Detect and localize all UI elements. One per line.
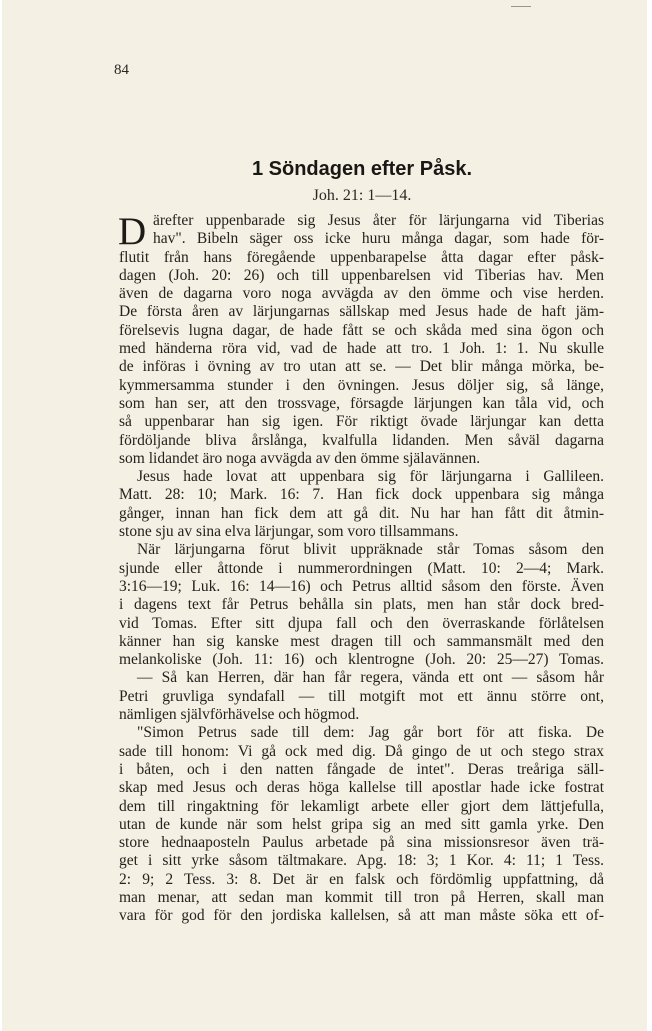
text-line: Matt. 28: 10; Mark. 16: 7. Han fick dock uppenbara sig många	[119, 486, 604, 504]
text-line: fördöljande bliva årslånga, kvalfulla lidanden. Men såväl dagarna	[119, 431, 604, 449]
text-line: — Så kan Herren, där han får regera, vända ett ont — såsom hår	[137, 669, 604, 687]
text-line: gånger, innan han fick dem att gå dit. Nu har han fått dit åtmin-	[119, 504, 604, 522]
text-line: När lärjungarna förut blivit uppräknade står Tomas såsom den	[137, 541, 604, 559]
text-line: förelsevis lugna dagar, de hade fått se och skåda med sina ögon och	[119, 321, 604, 339]
text-line: melankoliske (Joh. 11: 16) och klentrogne (Joh. 20: 25—27) Tomas.	[119, 651, 604, 669]
text-line: med händerna röra vid, vad de hade att tro. 1 Joh. 1: 1. Nu skulle	[119, 340, 604, 358]
text-line: i dagens text får Petrus behålla sin plats, men han står dock bred-	[119, 596, 604, 614]
text-line: sjunde eller åttonde i nummerordningen (Matt. 10: 2—4; Mark.	[119, 559, 604, 577]
text-line: sade till honom: Vi gå ock med dig. Då gingo de ut och stego strax	[119, 742, 604, 760]
text-line: dem till ringaktning för lekamligt arbete eller gjort dem lättjefulla,	[119, 797, 604, 815]
page-paper	[2, 0, 647, 1031]
text-line: "Simon Petrus sade till dem: Jag går bort för att fiska. De	[137, 724, 604, 742]
text-line: vara för god för den jordiska kallelsen, så att man måste söka ett of-	[119, 907, 604, 925]
scan-edge-mark	[511, 6, 531, 7]
text-line: hav". Bibeln säger oss icke huru många dagar, som hade för-	[153, 230, 604, 248]
text-line: vid Tomas. Efter sitt djupa fall och den överraskande förlåtelsen	[119, 614, 604, 632]
text-line: även de dagarna voro noga avvägda av den ömme och vise herden.	[119, 285, 604, 303]
text-line: 3:16—19; Luk. 16: 14—16) och Petrus alltid såsom den förste. Även	[119, 577, 604, 595]
text-line: Jesus hade lovat att uppenbara sig för lärjungarna i Gallileen.	[137, 468, 604, 486]
text-line: De första åren av lärjungarnas sällskap med Jesus hade de haft jäm-	[119, 303, 604, 321]
scripture-reference: Joh. 21: 1—14.	[312, 187, 412, 204]
body-text	[119, 212, 604, 926]
text-line: utan de kunde när som helst gripa sig an med sitt gamla yrke. Den	[119, 815, 604, 833]
text-line: man menar, att sedan man kommit till tron på Herren, skall man	[119, 888, 604, 906]
text-line: så uppenbarar han sig igen. För riktigt övade lärjungar kan detta	[119, 413, 604, 431]
text-line: stone sju av sina elva lärjungar, som voro tillsammans.	[119, 523, 459, 541]
page-title: 1 Söndagen efter Påsk.	[251, 158, 473, 180]
page-number: 84	[114, 62, 129, 78]
text-line: som han ser, att den trossvage, försagde lärjungen kan tåla vid, och	[119, 394, 604, 412]
text-line: flutit från hans föregående uppenbarарelse åtta dagar efter påsk-	[119, 248, 604, 266]
text-line: Petri gruvliga syndafall — till motgift mot ett ännu större ont,	[119, 687, 604, 705]
drop-cap: D	[118, 210, 147, 253]
text-line: dagen (Joh. 20: 26) och till uppenbarelsen vid Tiberias hav. Men	[119, 266, 604, 284]
text-line: ärefter uppenbarade sig Jesus åter för lärjungarna vid Tiberias	[153, 212, 604, 229]
text-line: get i sitt yrke såsom tältmakare. Apg. 18: 3; 1 Kor. 4: 11; 1 Tess.	[119, 852, 604, 870]
text-line: känner han sig kanske mest dragen till och sammansmält med den	[119, 632, 604, 650]
text-line: 2: 9; 2 Tess. 3: 8. Det är en falsk och fördömlig uppfattning, då	[119, 870, 604, 888]
text-line: de införas i övning av tro utan att se. — Det blir många mörka, be-	[119, 358, 604, 376]
text-line: kymmersamma stunder i den övningen. Jesus döljer sig, så länge,	[119, 376, 604, 394]
text-line: nämligen självförhävelse och högmod.	[119, 706, 360, 724]
text-line: skap med Jesus och deras höga kallelse till apostlar hade icke fostrat	[119, 779, 604, 797]
text-line: i båten, och i den natten fångade de intet". Deras treåriga säll-	[119, 760, 604, 778]
text-line: som lidandet äro noga avvägda av den ömme själavännen.	[119, 449, 481, 467]
text-line: store hednaaposteln Paulus arbetade på sina missionsresor även trä-	[119, 834, 604, 852]
